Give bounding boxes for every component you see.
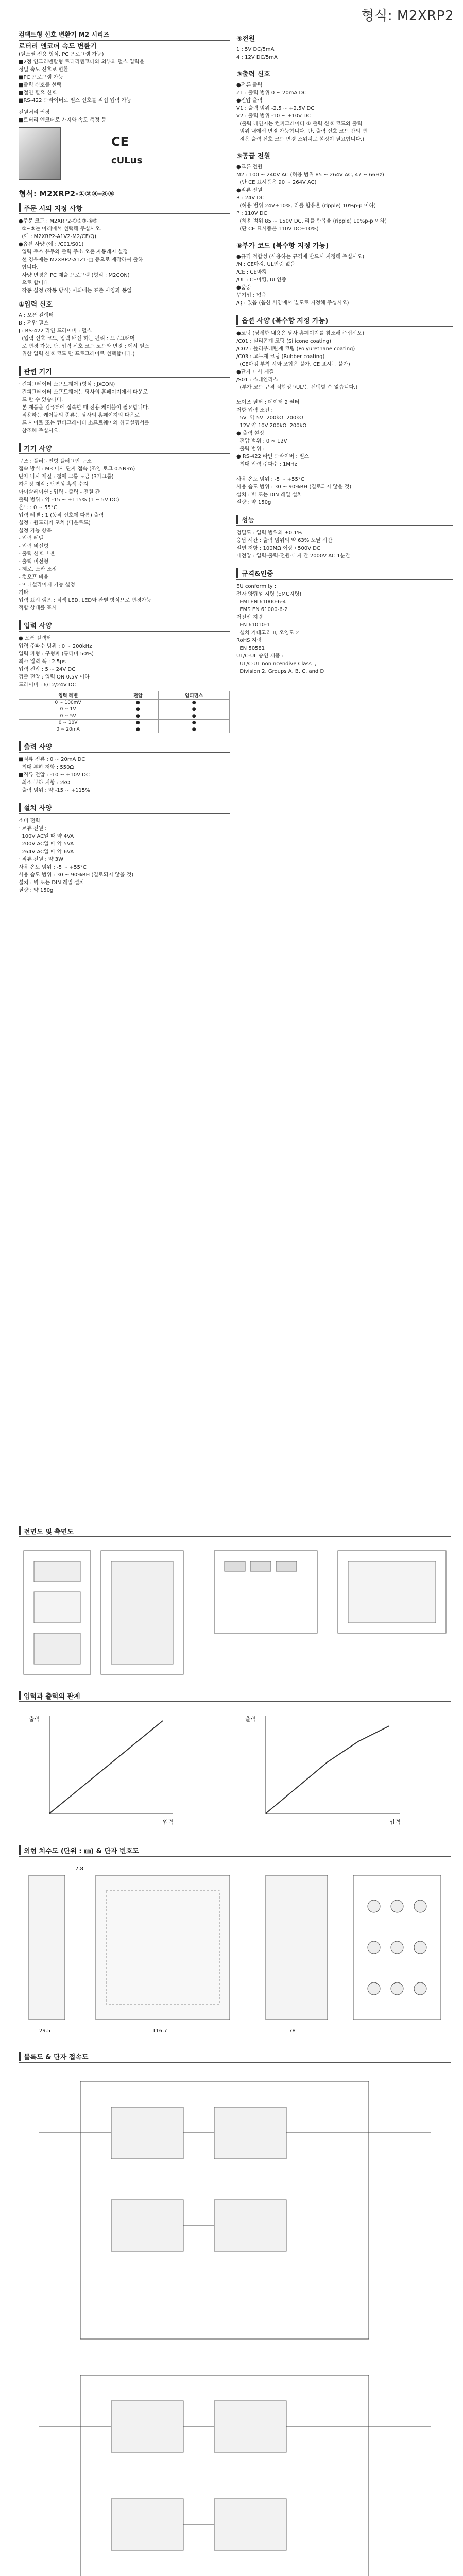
general-line-6: 온도 : 0 ~ 55°C <box>19 505 57 511</box>
block-wiring-diagram <box>19 2066 451 2576</box>
addcode-line-1: /N : CE마킹, UL인증 없음 <box>236 262 296 267</box>
output-group-6: 범위 내에서 변경 가능합니다. 단, 출력 신호 코드 간의 변 <box>236 129 367 134</box>
output-spec-line-0: ■직류 전류 : 0 ~ 20mA DC <box>19 757 85 762</box>
spec-line-7: ● RS-422 라인 드라이버 : 펄스 <box>236 454 310 460</box>
note: 전원처리 권장 <box>19 110 50 115</box>
spec-line-2: 5V 약 5V 200kΩ 200kΩ <box>236 415 303 421</box>
product-name: 로터리 엔코더 속도 변환기 <box>19 43 97 50</box>
output-group-1: Z1 : 출력 범위 0 ~ 20mA DC <box>236 90 307 96</box>
spec-line-5: 전압 범위 : 0 ~ 12V <box>236 438 287 444</box>
output-group-3: V1 : 출력 범위 -2.5 ~ +2.5V DC <box>236 106 315 111</box>
perf-section <box>236 514 453 560</box>
addcode-line-4: ●품증 <box>236 285 251 291</box>
install-line-1: · 교류 전원 : <box>19 826 47 832</box>
ce-mark: CE <box>111 134 129 149</box>
general-line-12: - 출력 신호 비율 <box>19 551 56 557</box>
perf-line-0: 정밀도 : 입력 범위의 ±0.1% <box>236 530 302 536</box>
related-line-1: 컨피그레이터 소프트웨어는 당사의 홈페이지에서 다운로 <box>19 389 148 395</box>
env-line-0: 사용 온도 범위 : -5 ~ +55°C <box>236 477 304 482</box>
order-line-4: 입력 주소 유무와 출력 주소 오존 자동레지 설정 <box>19 249 128 255</box>
option-line-6: /S01 : 스테인리스 <box>236 377 278 383</box>
dim-label-3: 78 <box>289 2028 296 2034</box>
supply-group-4: R : 24V DC <box>236 195 265 201</box>
cert-line-8: EN 50581 <box>236 646 265 651</box>
option-line-7: (부가 코드 규격 적합성 '/UL'는 선택할 수 없습니다.) <box>236 385 358 391</box>
env-line-2: 설치 : 벽 또는 DIN 레일 설치 <box>236 492 302 498</box>
order-line-9: 작동 실정 (작동 방식) 이외에는 표준 사양과 동일 <box>19 288 132 294</box>
product-sub: (펄스열 전용 형식, PC 프로그램 가능) <box>19 52 104 57</box>
related-section <box>19 365 230 435</box>
cert-line-9: UL/C-UL 승인 제품 : <box>236 653 284 659</box>
addcode-line-5: 무기입 : 없음 <box>236 293 267 298</box>
dim-label-2: 29.5 <box>39 2028 51 2034</box>
output-code-section <box>236 69 453 143</box>
io-section <box>19 1690 451 1831</box>
order-line-0: ●주문 코드 : M2XRP2-①②③-④⑤ <box>19 218 98 224</box>
input-item-5: 위한 입력 신호 코드 만 프로그래머로 선택합니다.) <box>19 351 135 357</box>
order-line-2: (예 : M2XRP2-A1V2-M2/CE/Q) <box>19 234 97 240</box>
left-column <box>19 31 230 902</box>
general-line-1: 접속 방식 : M3 나사 단자 접속 (조임 토크 0.5N·m) <box>19 466 135 472</box>
input-item-2: J : RS-422 라인 드라이버 : 펄스 <box>19 328 92 334</box>
install-line-2: 100V AC일 때 약 4VA <box>19 834 74 839</box>
cert-line-5: EN 61010-1 <box>236 622 270 628</box>
order-line-6: 합니다. <box>19 265 39 270</box>
order-line-3: ●옵션 사양 (예 : /C01/S01) <box>19 242 84 247</box>
input-spec-heading: 입력 사양 <box>24 622 52 630</box>
feature-5: ■RS-422 드라이버로 펄스 신호를 직접 입력 가능 <box>19 98 132 104</box>
io-ylabel-1: 출력 <box>29 1716 40 1722</box>
output-spec-section <box>19 740 230 794</box>
output-spec-heading: 출력 사양 <box>24 743 52 751</box>
output-group-7: 경은 출력 신호 코드 변경 스위치로 설정이 필요합니다.) <box>236 137 365 142</box>
output-code-title: ③출력 신호 <box>236 71 270 78</box>
output-spec-line-3: 최소 부하 저항 : 2kΩ <box>19 780 71 786</box>
order-section-heading: 주문 시의 지정 사항 <box>24 205 83 213</box>
related-line-6: 참조해 주십시오. <box>19 428 60 434</box>
input-item-3: (입력 신호 코드, 입력 배선 하는 편리 : 프로그래머 <box>19 336 135 342</box>
related-line-5: 드 사이트 또는 컨피그레이터 소프트웨어의 취급설명서를 <box>19 420 150 426</box>
feature-2: ■PC 프로그램 가능 <box>19 75 63 80</box>
install-line-0: 소비 전력 <box>19 818 40 824</box>
cert-line-4: 저전압 지령 <box>236 615 263 620</box>
cert-line-7: RoHS 지령 <box>236 638 262 643</box>
order-line-7: 사양 변경은 PC 제출 프로그램 (형식 : M2CON) <box>19 273 130 278</box>
addcode-section <box>236 240 453 307</box>
ul-mark: cULus <box>111 155 143 166</box>
setting-section <box>19 1525 451 1686</box>
general-line-0: 구조 : 플러그인형 플러그인 구조 <box>19 459 92 464</box>
general-line-11: - 입력 비선형 <box>19 544 49 549</box>
output-group-5: (출력 레인지는 컨피그레이터 ① 출력 신호 코드와 출력 <box>236 121 363 127</box>
supply-section <box>236 150 453 233</box>
series-title: 컴팩트형 신호 변환기 M2 시리즈 <box>19 31 230 41</box>
perf-line-2: 절연 저항 : 100MΩ 이상 / 500V DC <box>236 546 320 551</box>
env-line-3: 질량 : 약 150g <box>236 500 271 505</box>
general-line-4: 아이솔레이션 : 입력 - 출력 - 전원 간 <box>19 489 100 495</box>
output-group-0: ●전류 출력 <box>236 82 263 88</box>
supply-group-0: ●교류 전원 <box>236 164 263 170</box>
general-line-2: 단자 나사 재질 : 철에 크롬 도금 (3가크롬) <box>19 474 114 480</box>
addcode-line-0: ●규격 적합성 (사용하는 규격에 반드시 지정해 주십시오) <box>236 254 365 260</box>
input-spec-section <box>19 619 230 733</box>
install-line-9: 질량 : 약 150g <box>19 888 54 893</box>
install-line-6: 사용 온도 범위 : -5 ~ +55°C <box>19 865 87 870</box>
spec-line-4: ● 출력 설정 <box>236 431 264 436</box>
perf-line-3: 내전압 : 입력-출력-전원-대지 간 2000V AC 1분간 <box>236 553 350 559</box>
cert-heading: 규격&인증 <box>242 570 273 578</box>
related-line-4: 적용하는 케이블의 종류는 당사의 홈페이지의 다운로 <box>19 413 140 418</box>
option-line-5: ●단자 나사 재질 <box>236 369 275 375</box>
feature-3: ■출력 신호를 선택 <box>19 82 62 88</box>
env-section <box>236 476 453 506</box>
option-line-1: /C01 : 실리콘계 코팅 (Silicone coating) <box>236 338 332 344</box>
install-line-5: · 직류 전원 : 약 3W <box>19 857 63 862</box>
order-code-title: 형식: M2XRP2-①②③-④⑤ <box>19 189 115 198</box>
power-title: ④전원 <box>236 35 255 43</box>
supply-group-3: ●직류 전원 <box>236 188 263 193</box>
spec-line-1: 저항 입력 조건 : <box>236 408 273 413</box>
input-spec-line-1: 입력 주파수 범위 : 0 ~ 200kHz <box>19 643 92 649</box>
related-line-3: 본 제품을 컴퓨터에 접속할 때 전용 케이블이 필요합니다. <box>19 405 149 411</box>
order-section <box>19 202 230 358</box>
related-heading: 관련 기기 <box>24 368 52 376</box>
general-line-17: 기타 <box>19 590 29 596</box>
addcode-line-2: /CE : CE마킹 <box>236 269 267 275</box>
model-title: 형식: M2XRP2 <box>361 8 454 24</box>
addcode-title: ⑥부가 코드 (복수항 지정 가능) <box>236 242 329 250</box>
spec-line-8: 최대 입력 주파수 : 1MHz <box>236 462 297 467</box>
general-section <box>19 442 230 612</box>
general-line-16: - 이니셜라이저 기능 설정 <box>19 582 75 588</box>
output-spec-line-1: 최대 부하 저항 : 550Ω <box>19 765 74 770</box>
order-line-5: 선 경우에는 M2XRP2-A1Z1-□ 등으로 제작하여 출하 <box>19 257 143 263</box>
front-side-view-diagram <box>19 1540 451 1685</box>
general-line-9: 설정 가능 항목 <box>19 528 52 534</box>
block-heading: 블록도 & 단자 접속도 <box>24 2053 89 2061</box>
dimension-diagram <box>19 1860 451 2045</box>
env-line-1: 사용 습도 범위 : 30 ~ 90%RH (결로되지 않을 것) <box>236 484 352 490</box>
output-group-2: ●전압 출력 <box>236 98 263 104</box>
option-line-3: /C03 : 고무계 코팅 (Rubber coating) <box>236 354 325 360</box>
related-line-0: · 컨피그레이터 소프트웨어 (형식 : JXCON) <box>19 382 115 387</box>
block-section <box>19 2050 451 2576</box>
dim-section <box>19 1844 451 2047</box>
input-spec-line-3: 최소 입력 폭 : 2.5μs <box>19 659 66 665</box>
install-line-7: 사용 습도 범위 : 30 ~ 90%RH (결로되지 않을 것) <box>19 872 134 878</box>
general-line-14: - 제로, 스판 조정 <box>19 567 57 572</box>
install-line-3: 200V AC일 때 약 5VA <box>19 841 74 847</box>
perf-heading: 성능 <box>242 516 255 524</box>
feature-1: 정밀 속도 신호로 변환 <box>19 67 68 73</box>
related-line-2: 드 할 수 있습니다. <box>19 397 63 403</box>
install-heading: 설치 사양 <box>24 804 52 812</box>
install-section <box>19 802 230 894</box>
output-group-4: V2 : 출력 범위 -10 ~ +10V DC <box>236 113 311 119</box>
option-heading: 옵션 사양 (복수항 지정 가능) <box>242 317 329 325</box>
note2: ■로터리 엔코더로 가지와 속도 측정 등 <box>19 117 107 123</box>
supply-title: ⑤공급 전원 <box>236 152 270 160</box>
install-line-8: 설치 : 벽 또는 DIN 레일 설치 <box>19 880 84 886</box>
dim-label-4: 7.8 <box>75 1866 83 1872</box>
output-spec-line-4: 출력 범위 : 약 -15 ~ +115% <box>19 788 90 793</box>
supply-group-5: (허용 범위 24V±10%, 리플 함유율 (ripple) 10%p-p 이하) <box>236 203 376 209</box>
option-line-2: /C02 : 폴리우레탄계 코팅 (Polyurethane coating) <box>236 346 355 352</box>
input-range-table: 입력 레벨 전압 임피던스 0 ~ 100mV ● ● 0 ~ 1V ● ● 0 ~ 5V ● ● 0 ~ 10V ● ● 0 ~ 20mA ● ● <box>19 691 230 733</box>
right-column <box>236 31 453 683</box>
cert-line-1: 전자 양립성 지령 (EMC지령) <box>236 591 302 597</box>
io-heading: 입력과 출력의 관계 <box>24 1692 80 1701</box>
option-line-0: ●코팅 (상세한 내용은 당사 홈페이지를 참조해 주십시오) <box>236 331 365 336</box>
general-line-7: 입력 레벨 : 1 (동작 신호에 따름) 출력 <box>19 513 104 518</box>
power-item-1: 4 : 12V DC/5mA <box>236 55 278 60</box>
product-image-area <box>19 124 230 181</box>
supply-group-2: (단 CE 표시품은 90 ~ 264V AC) <box>236 180 317 185</box>
dim-heading: 외형 치수도 (단위 : ㎜) & 단자 번호도 <box>24 1847 139 1855</box>
input-item-4: 로 변경 가능, 단, 입력 신호 코드 코드와 변경 : 에서 펄스 <box>19 344 149 349</box>
setting-heading: 전면도 및 측면도 <box>24 1528 74 1536</box>
addcode-line-3: /UL : CE마킹, UL인증 <box>236 277 287 283</box>
io-ylabel-2: 출력 <box>245 1716 256 1722</box>
dim-label-1: 116.7 <box>152 2028 167 2034</box>
spec-section <box>236 399 453 468</box>
general-line-5: 출력 범위 : 약 -15 ~ +115% (1 ~ 5V DC) <box>19 497 119 503</box>
cert-line-10: UL/C-UL nonincendive Class I, <box>236 661 317 667</box>
io-relation-diagram <box>19 1705 451 1829</box>
power-section <box>236 33 453 61</box>
cert-line-3: EMS EN 61000-6-2 <box>236 607 288 613</box>
input-spec-line-0: ● 오픈 컬렉터 <box>19 636 52 641</box>
general-line-18: 입력 표시 램프 : 적색 LED, LED와 판별 방식으로 변경가능 <box>19 598 151 603</box>
supply-group-8: (단 CE 표시품은 110V DC±10%) <box>236 226 319 232</box>
general-line-10: - 입력 레벨 <box>19 536 44 541</box>
general-line-3: 하우징 재질 : 난연성 흑색 수지 <box>19 482 89 487</box>
feature-0: ■2점 인크리멘탈형 로터리엔코더와 외부의 펄스 입력을 <box>19 59 145 65</box>
input-spec-line-5: 검출 전압 : 입력 ON 0.5V 이하 <box>19 674 90 680</box>
perf-line-1: 응답 시간 : 출력 범위의 약 63% 도달 시간 <box>236 538 333 544</box>
supply-group-6: P : 110V DC <box>236 211 267 216</box>
input-item-0: A : 오픈 컬렉터 <box>19 313 54 318</box>
io-xlabel-1: 입력 <box>163 1819 174 1825</box>
general-line-15: - 컷오프 비율 <box>19 574 49 580</box>
cert-line-6: 설치 카테고리 II, 오염도 2 <box>236 630 299 636</box>
spec-line-0: 노이즈 필터 : 데이터 2 필터 <box>236 400 300 405</box>
input-signal-title: ①입력 신호 <box>19 301 53 309</box>
cert-section <box>236 567 453 675</box>
intro-section <box>19 31 230 181</box>
cert-line-0: EU conformity : <box>236 584 277 589</box>
output-spec-line-2: ■직류 전압 : -10 ~ +10V DC <box>19 772 90 778</box>
general-heading: 기기 사양 <box>24 445 52 453</box>
supply-group-1: M2 : 100 ~ 240V AC (허용 범위 85 ~ 264V AC, 47 ~ 66Hz) <box>236 172 384 178</box>
power-item-0: 1 : 5V DC/5mA <box>236 47 275 53</box>
spec-line-3: 12V 약 10V 200kΩ 200kΩ <box>236 423 307 429</box>
option-section <box>236 314 453 392</box>
feature-4: ■절연 필요 신호 <box>19 90 57 96</box>
input-spec-line-4: 입력 전압 : 5 ~ 24V DC <box>19 667 76 672</box>
general-line-8: 설정 : 원드리커 포치 (다운로드) <box>19 520 91 526</box>
product-photo <box>19 127 61 180</box>
spec-line-6: 출력 범위 : <box>236 446 265 452</box>
order-line-8: 으로 합니다. <box>19 280 50 286</box>
supply-group-7: (허용 범위 85 ~ 150V DC, 리플 함유율 (ripple) 10%p-p 이하) <box>236 218 387 224</box>
input-spec-line-6: 드라이버 : 6/12/24V DC <box>19 682 76 688</box>
addcode-line-6: /Q : 있음 (옵션 사양에서 별도로 지정해 주십시오) <box>236 300 349 306</box>
order-line-1: ①~⑤는 아래에서 선택해 주십시오. <box>19 226 102 232</box>
cert-line-11: Division 2, Groups A, B, C, and D <box>236 669 324 674</box>
cert-line-2: EMI EN 61000-6-4 <box>236 599 286 605</box>
general-line-13: - 출력 비선형 <box>19 559 49 565</box>
io-xlabel-2: 입력 <box>389 1819 401 1825</box>
install-line-4: 264V AC일 때 약 6VA <box>19 849 74 855</box>
general-line-19: 적합 상태를 표시 <box>19 605 57 611</box>
input-spec-line-2: 입력 파형 : 구형파 (듀티비 50%) <box>19 651 94 657</box>
input-item-1: B : 전압 펄스 <box>19 320 49 326</box>
option-line-4: (CE마킹 부착 시와 조합은 불가, CE 표시는 불가) <box>236 362 350 367</box>
